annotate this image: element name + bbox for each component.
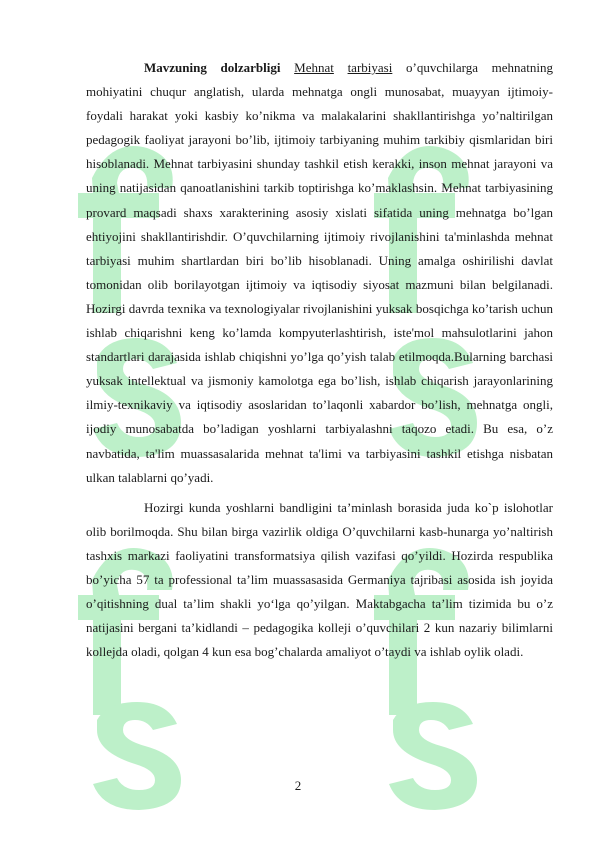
underlined-word: tarbiyasi [347,60,393,75]
paragraph-employment: Hozirgi kunda yoshlarni bandligini ta’minlash borasida juda ko`p islohotlar olib borilmoqda. Shu bilan birga vazirlik oldiga O’quvchilarni kasb-hunarga yo’naltirish tashxis markazi faoliyatini transformatsiya qilish vazifasi qo’yildi. Hozirda respublika bo’yicha 57 ta professional ta’lim muassasasida Germaniya tajribasi asosida ish joyida o’qitishning dual ta’lim shakli yo‘lga qo’yilgan. Maktabgacha ta’lim tizimida bu o’z natijasini bergani ta’kidlandi – pedagogika kolleji o’quvchilari 2 kun nazariy bilimlarni kollejda oladi, qolgan 4 kun esa bog’chalarda amaliyot o’taydi va ishlab oylik oladi. [86,499,553,660]
paragraph-relevance [86,56,553,490]
underlined-word: Mehnat [294,60,334,75]
page-number: 2 [294,778,302,793]
document-body [86,56,553,664]
section-heading: Mavzuning dolzarbligi [144,60,281,75]
paragraph-text: o’quvchilarga mehnatning mohiyatini chuqur anglatish, ularda mehnatga ongli munosabat, muayyan ijtimoiy-foydali harakat yoki kasbiy ko’nikma va malakalarini shakllantirishga yo’naltirilgan pedagogik faoliyat jarayoni bo’lib, ijtimoiy tarbiyaning muhim tarkibiy qismlaridan biri hisoblanadi. Mehnat tarbiyasini shunday tashkil etish kerakki, inson mehnat jarayoni va uning natijasidan qanoatlanishini tarkib toptirishga ko’maklashsin. Mehnat tarbiyasining provard maqsadi shaxs xarakterining asosiy xislati sifatida uning mehnatga bo’lgan ehtiyojini shakllantirishdir. O’quvchilarning ijtimoiy rivojlanishini ta'minlashda mehnat tarbiyasi muhim shartlardan biri bo’lib hisoblanadi. Uning amalga oshirilishi davlat tomonidan olib borilayotgan ijtimoiy va iqtisodiy siyosat mazmuni bilan belgilanadi. Hozirgi davrda texnika va texnologiyalar rivojlanishini yuksak bosqichga ko’tarish uchun ishlab chiqarishni keng ko’lamda kompyuterlashtirish, iste'mol mahsulotlarini jahon standartlari darajasida ishlab chiqishni yo’lga qo’yish talab etilmoqda.Bularning barchasi yuksak intellektual va jismoniy kamolotga ega bo’lish, ishlab chiqarish jarayonlarining ilmiy-texnikaviy va iqtisodiy asoslaridan to’laqonli xabardor bo’lish, mehnatga ongli, ijodiy munosabatda bo’ladigan yoshlarni tarbiyalashni taqozo etadi. Bu esa, o’z navbatida, ta'lim muassasalarida mehnat ta'limi va tarbiyasini tashkil etishga nisbatan ulkan talablarni qo’yadi. [86,60,554,485]
